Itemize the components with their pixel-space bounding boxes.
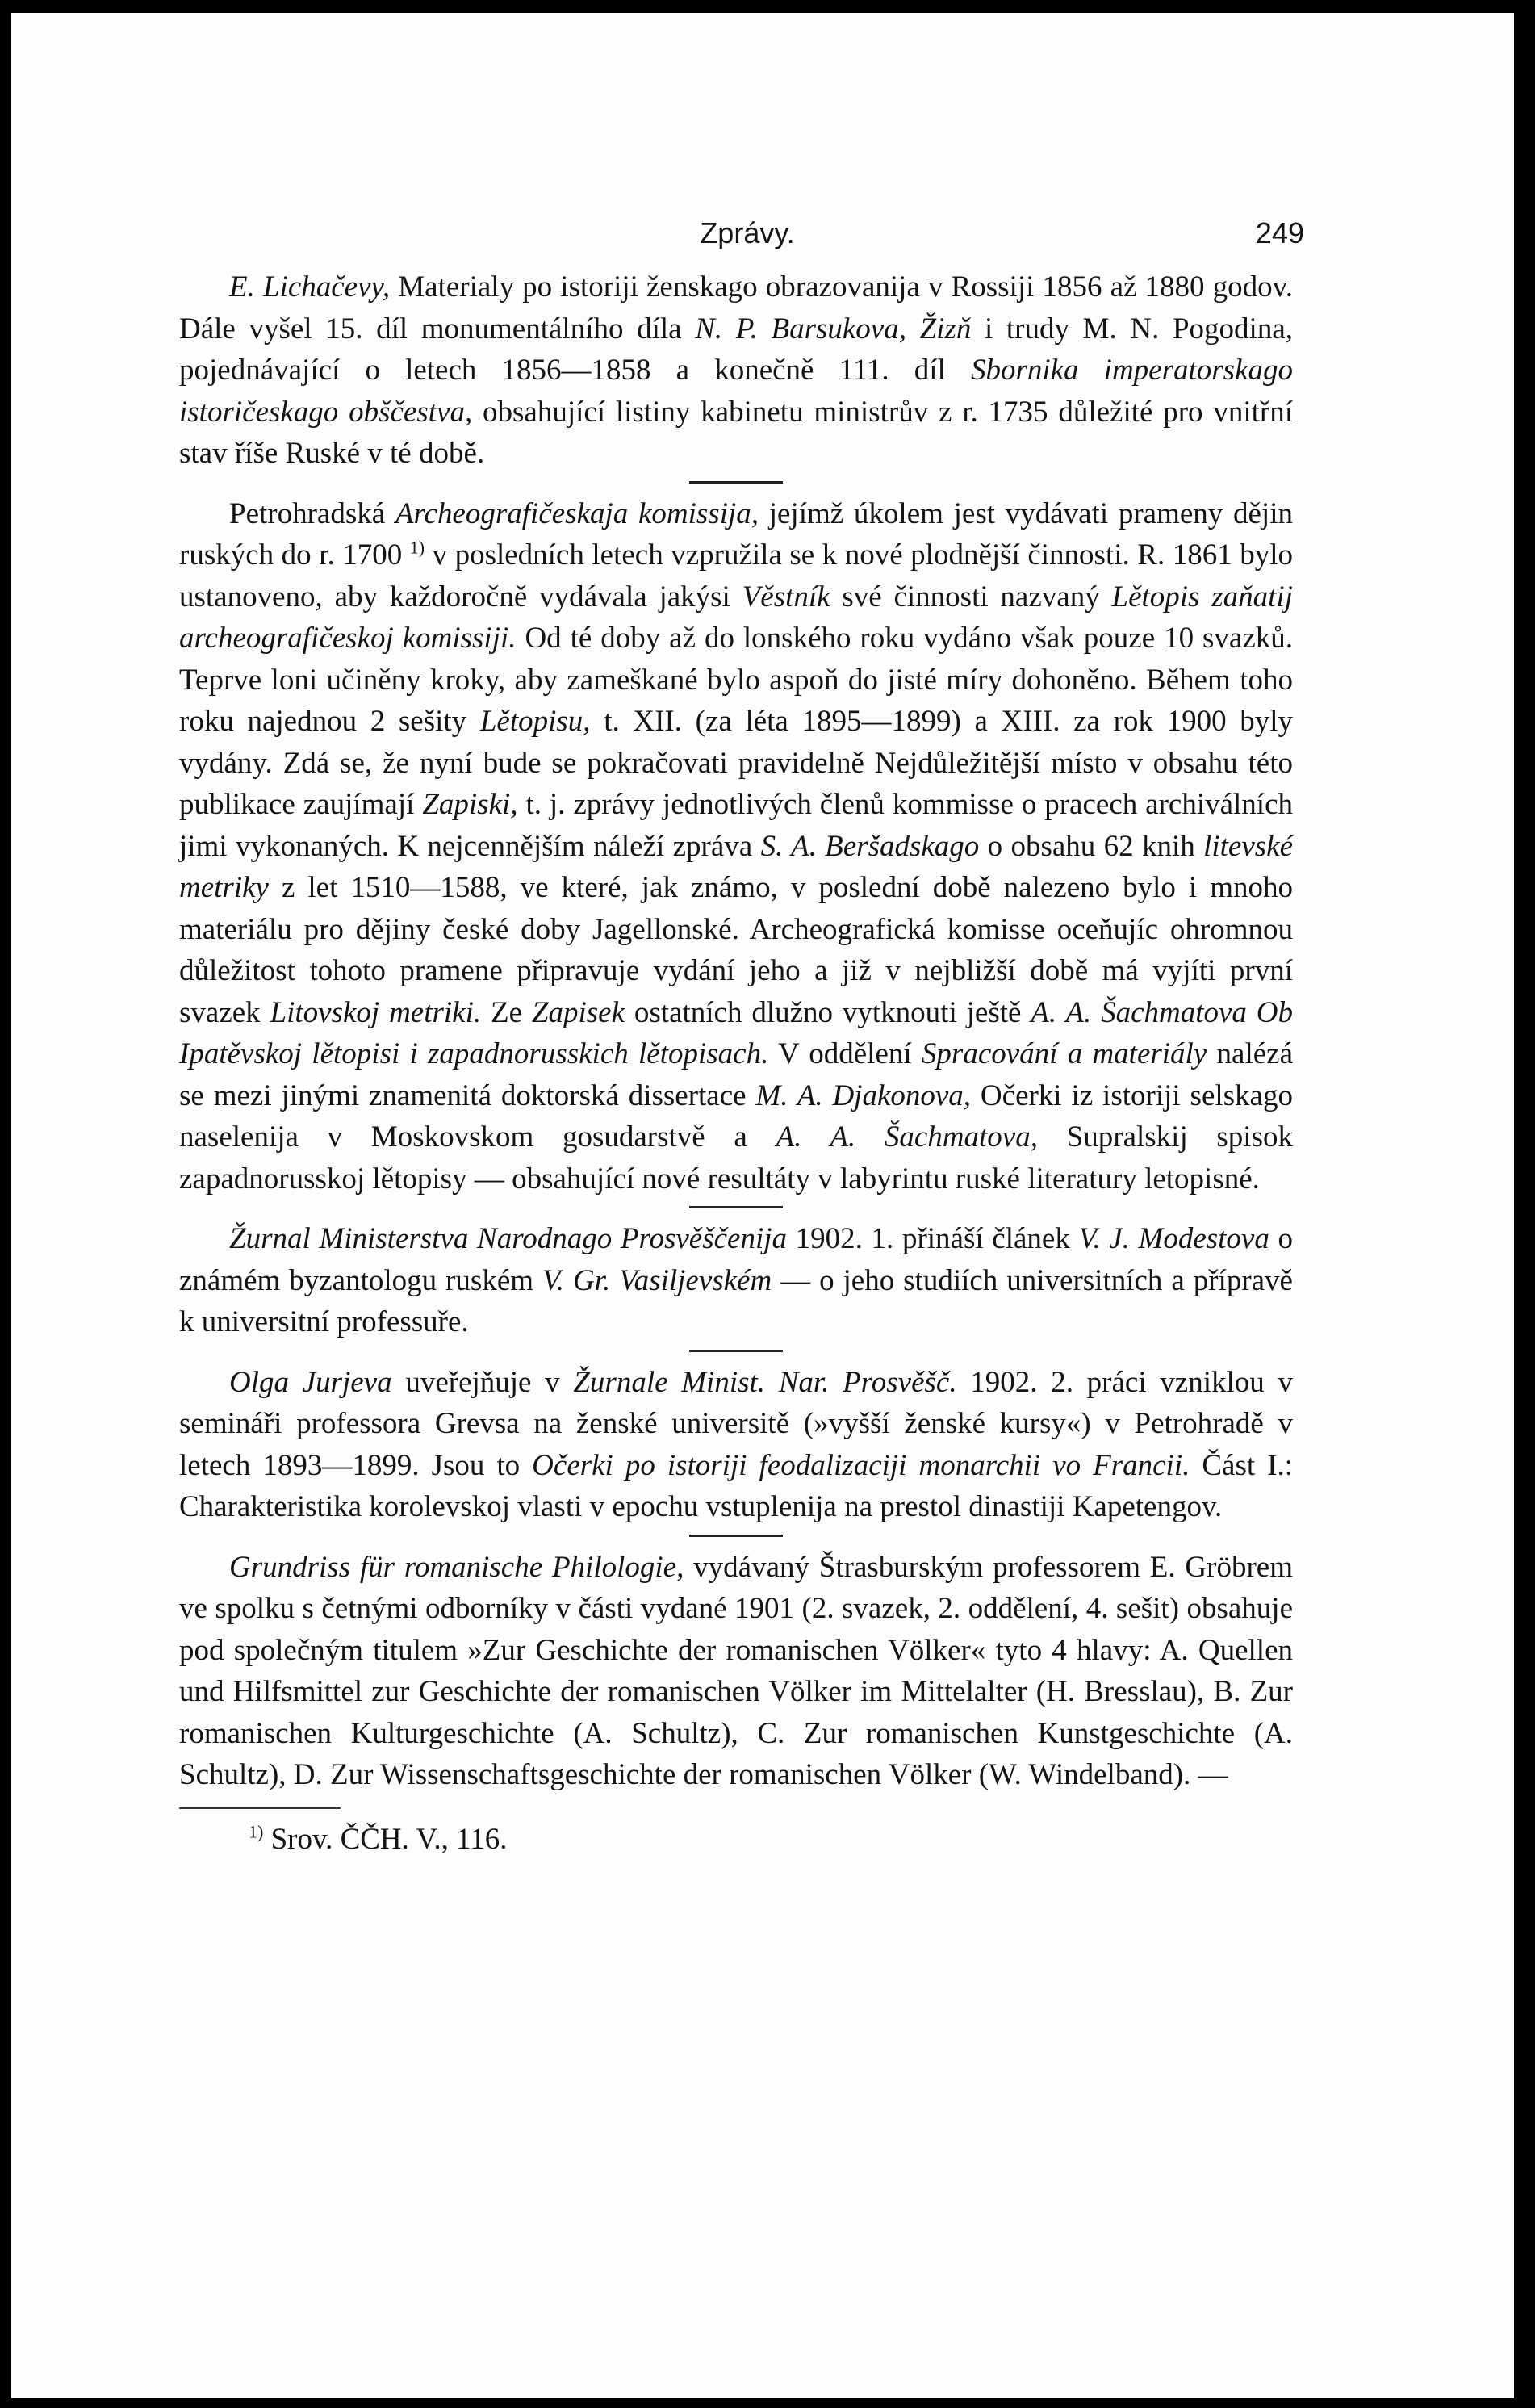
page-title: Zprávy.: [700, 216, 795, 249]
paragraph-text: nalézá se mezi jinými znamenitá doktorská dissertace: [179, 1037, 1293, 1112]
footnote-mark: 1): [249, 1821, 264, 1842]
paragraph-text: své činnosti nazvaný: [830, 580, 1112, 614]
paragraph-text: — o jeho studiích universitních a přípravě k universitní professuře.: [179, 1263, 1293, 1338]
paragraph-jurjeva: [179, 1362, 1293, 1528]
paragraph-text: t. j. zprávy jednotlivých členů kommisse o pracech archiválních jimi vykonaných. K nejcennějším náleží zpráva: [179, 788, 1294, 863]
paragraph-text: Od té doby až do lonského roku vydáno však pouze 10 svazků. Teprve loni učiněny kroky, aby zameškané bylo aspoň do jisté míry dohoněno. Během toho roku najednou 2 sešity: [179, 622, 1293, 738]
paragraph-text: o obsahu 62 knih: [979, 829, 1204, 863]
paragraph-text: uveřejňuje v: [391, 1365, 574, 1399]
work-title: Žurnale Minist. Nar. Prosvěšč.: [573, 1365, 957, 1399]
work-title: Lětopisu,: [479, 705, 591, 738]
paragraph-text: Ze: [481, 995, 532, 1029]
section-divider: [689, 1350, 783, 1352]
author-name: M. A. Djakonova,: [755, 1078, 972, 1112]
work-title: A. A. Šachmatova Ob Ipatěvskoj lětopisi i zapadnorusskich lětopisach.: [179, 995, 1294, 1070]
paragraph-grundriss: [179, 1547, 1293, 1796]
work-title: Litovskoj metriki.: [270, 995, 482, 1029]
section-divider: [689, 1206, 783, 1208]
work-title: Grundriss für romanische Philologie,: [229, 1550, 684, 1584]
work-title: Spracování a materiály: [921, 1037, 1207, 1070]
work-title: Žurnal Ministerstva Narodnago Prosvěščenija: [229, 1222, 788, 1255]
work-title: Sbornika imperatorskago istoričeskago obščestva,: [179, 354, 1293, 429]
author-name: V. J. Modestova: [1078, 1222, 1269, 1255]
paragraph-zurnal: [179, 1218, 1293, 1343]
paragraph-text: V oddělení: [768, 1037, 922, 1070]
paragraph-text: v posledních letech vzpružila se k nové plodnější činnosti. R. 1861 bylo ustanoveno, aby každoročně vydávala jakýsi: [179, 538, 1293, 614]
paragraph-text: Petrohradská: [229, 496, 395, 530]
paragraph-text: obsahující listiny kabinetu ministrův z r. 1735 důležité pro vnitřní stav říše Ruské v té době.: [179, 395, 1294, 470]
author-name: N. P. Barsukova, Žizň: [695, 312, 972, 345]
work-title: Archeografičeskaja komissija,: [395, 496, 759, 530]
work-title: Zapiski,: [422, 788, 518, 821]
author-name: Olga Jurjeva: [229, 1365, 392, 1399]
work-title: Zapisek: [531, 995, 625, 1029]
running-header: [190, 216, 1304, 265]
footnote-divider: [179, 1807, 341, 1809]
paragraph-text: t. XII. (za léta 1895—1899) a XIII. za rok 1900 byly vydány. Zdá se, že nyní bude se pokračovati pravidelně Nejdůležitější místo v obsahu této publikace zaujímají: [179, 705, 1293, 821]
author-name: A. A. Šachmatova,: [776, 1120, 1038, 1154]
section-divider: [689, 1535, 783, 1537]
paragraph-text: Část I.: Charakteristika korolevskoj vlasti v epochu vstuplenija na prestol dinastiji Kapetengov.: [179, 1448, 1293, 1523]
paragraph-text: vydávaný Štrasburským professorem E. Gröbrem ve spolku s četnými odborníky v části vydané 1901 (2. svazek, 2. oddělení, 4. sešit) obsahuje pod společným titulem »Zur Geschichte der romanischen Völker« tyto 4 hlavy: A. Quellen und Hilfsmittel zur Geschichte der romanischen Völker im Mittelalter (H. Bresslau), B. Zur romanischen Kulturgeschichte (A. Schultz), C. Zur romanischen Kunstgeschichte (A. Schultz), D. Zur Wissenschaftsgeschichte der romanischen Völker (W. Windelband). —: [179, 1550, 1293, 1791]
paragraph-text: z let 1510—1588, ve které, jak známo, v poslední době nalezeno bylo i mnoho materiálu pro dějiny české doby Jagellonské. Archeografická komisse oceňujíc ohromnou důležitost tohoto pramene připravuje vydání jeho a již v nejbližší době má vyjíti první svazek: [179, 871, 1293, 1029]
paragraph-text: Očerki iz istoriji selskago naselenija v Moskovskom gosudarstvě a: [179, 1078, 1293, 1154]
paragraph-archeograficeskaja: [179, 493, 1293, 1200]
paragraph-text: ostatních dlužno vytknouti ještě: [625, 995, 1031, 1029]
work-title: Lětopis zaňatij archeografičeskoj komissiji.: [179, 580, 1293, 655]
paragraph-lichacevy: [179, 266, 1293, 475]
paragraph-text: Materialy po istoriji ženskago obrazovanija v Rossiji 1856 až 1880 godov. Dále vyšel 15. díl monumentálního díla: [179, 270, 1293, 345]
author-name: E. Lichačevy,: [229, 270, 391, 304]
section-divider: [689, 481, 783, 484]
work-title: Věstník: [742, 580, 830, 614]
paragraph-text: 1902. 1. přináší článek: [787, 1222, 1079, 1255]
footnote-text: Srov. ČČH. V., 116.: [263, 1822, 508, 1856]
paragraph-text: 1902. 2. práci vzniklou v semináři professora Grevsa na ženské universitě (»vyšší ženské kursy«) v Petrohradě v letech 1893—1899. Jsou to: [179, 1365, 1293, 1482]
work-title: litevské metriky: [179, 829, 1294, 904]
paragraph-text: Supralskij spisok zapadnorusskoj lětopisy — obsahující nové resultáty v labyrintu ruské literatury letopisné.: [179, 1120, 1293, 1196]
page-number: 249: [1255, 216, 1304, 249]
footnote: [179, 1819, 1293, 1861]
paragraph-text: o známém byzantologu ruském: [179, 1222, 1293, 1297]
author-name: S. A. Beršadskago: [760, 829, 980, 863]
paragraph-text: i trudy M. N. Pogodina, pojednávající o letech 1856—1858 a konečně 111. díl: [179, 312, 1294, 387]
author-name: V. Gr. Vasiljevském: [542, 1263, 772, 1297]
paragraph-text: jejímž úkolem jest vydávati prameny dějin ruských do r. 1700: [179, 496, 1293, 572]
work-title: Očerki po istoriji feodalizaciji monarchii vo Francii.: [532, 1448, 1190, 1482]
page-body: [179, 266, 1293, 1860]
footnote-reference: 1): [409, 537, 425, 558]
